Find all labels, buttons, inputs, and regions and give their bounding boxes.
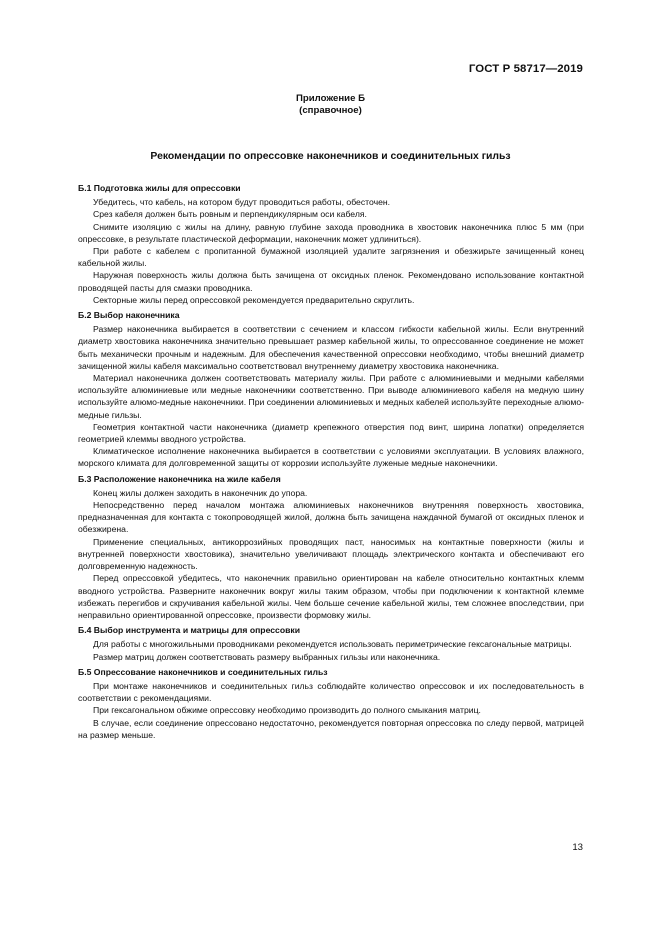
paragraph: Конец жилы должен заходить в наконечник до упора. [93,487,308,498]
section-heading: Б.4 Выбор инструмента и матрицы для опрессовки [78,625,301,636]
paragraph: Снимите изоляцию с жилы на длину, равную глубине захода проводника в хвостовик наконечника плюс 5 мм (при опрессовке, в результате пластической деформации, наконечник может удлиниться). [78,221,584,244]
paragraph: Геометрия контактной части наконечника (диаметр крепежного отверстия под винт, ширина лопатки) определяется геометрией клеммы вводного устройства. [78,421,584,445]
section-heading: Б.2 Выбор наконечника [78,310,180,321]
paragraph: Непосредственно перед началом монтажа алюминиевых наконечников внутренняя поверхность хвостовика, предназначенная для контакта с токопроводящей жилой, должна быть зачищена наждачной бумагой от оксидных пленок и обезжирена. [78,500,584,535]
appendix-heading [0,93,661,117]
paragraph: Секторные жилы перед опрессовкой рекомендуется предварительно скруглить. [93,294,415,305]
section-heading: Б.3 Расположение наконечника на жиле кабеля [78,473,281,484]
paragraph: Перед опрессовкой убедитесь, что наконечник правильно ориентирован на кабеле относительно контактных клемм вводного устройства. Разверните наконечник вокруг жилы таким образом, чтобы при подключении к контактной клемме избежать перегибов и скручивания кабельной жилы. Чем больше сечение кабельной жилы, тем сложнее впоследствии, при неправильно ориентированной опрессовке, произвести формовку жилы. [78,573,584,620]
paragraph: При монтаже наконечников и соединительных гильз соблюдайте количество опрессовок и их последовательность в соответствии с рекомендациями. [78,680,584,704]
paragraph: Климатическое исполнение наконечника выбирается в соответствии с условиями эксплуатации. В условиях влажного, морского климата для долговременной защиты от коррозии используйте луженые медные наконечники. [78,446,584,469]
paragraph: В случае, если соединение опрессовано недостаточно, рекомендуется повторная опрессовка по следу первой, матрицей на размер меньше. [78,717,584,740]
paragraph: Срез кабеля должен быть ровным и перпендикулярным оси кабеля. [93,209,367,220]
paragraph: При гексагональном обжиме опрессовку необходимо производить до полного смыкания матриц. [93,705,481,716]
document-body [78,182,584,741]
standard-code: ГОСТ Р 58717—2019 [468,63,583,75]
paragraph: При работе с кабелем с пропитанной бумажной изоляцией удалите загрязнения и обезжирьте зачищенный конец кабельной жилы. [78,246,584,269]
paragraph: Наружная поверхность жилы должна быть зачищена от оксидных пленок. Рекомендовано использование контактной проводящей пасты для смазки проводника. [78,270,584,293]
page-number: 13 [572,842,583,853]
appendix-title: Приложение Б [296,93,365,104]
paragraph: Применение специальных, антикоррозийных проводящих паст, наносимых на контактные поверхности (жилы и внутренней поверхности хвостовика), значительно увеличивают площадь электрического контакта и обеспечивают его долговременную надежность. [78,536,584,572]
paragraph: Убедитесь, что кабель, на котором будут проводиться работы, обесточен. [93,197,391,208]
appendix-subtitle: (справочное) [299,105,362,116]
document-title: Рекомендации по опрессовке наконечников и соединительных гильз [150,151,511,162]
paragraph: Для работы с многожильными проводниками рекомендуется использовать периметрические гексагональные матрицы. [93,639,572,650]
section-heading: Б.5 Опрессование наконечников и соединительных гильз [78,666,328,677]
paragraph: Размер матриц должен соответствовать размеру выбранных гильзы или наконечника. [93,651,441,662]
paragraph: Размер наконечника выбирается в соответствии с сечением и классом гибкости кабельной жилы. Если внутренний диаметр хвостовика наконечника значительно превышает размер кабельной жилы, то опрессованное соединение не может быть механически прочным и надежным. Для обеспечения качественной опрессовки необходимо, чтобы внешний диаметр зачищенной жилы кабеля максимально соответствовал внутреннему диаметру хвостовика наконечника. [78,324,584,371]
section-heading: Б.1 Подготовка жилы для опрессовки [78,183,241,193]
paragraph: Материал наконечника должен соответствовать материалу жилы. При работе с алюминиевыми и медными кабелями используйте алюминиевые или медные наконечники соответственно. При выводе алюминиевого кабеля на медную шину используйте алюмо-медные наконечники. При соединении алюминиевых и медных кабелей используйте переходные алюмо-медные гильзы. [78,373,584,420]
